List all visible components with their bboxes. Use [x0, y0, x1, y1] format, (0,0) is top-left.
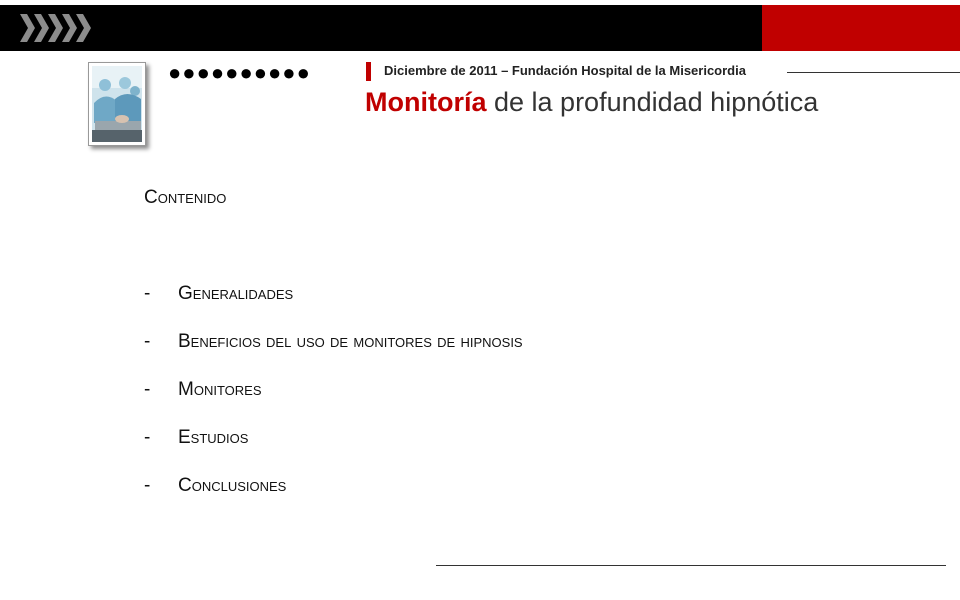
subtitle-marker	[366, 62, 371, 81]
surgery-photo	[88, 62, 146, 146]
list-item	[144, 376, 523, 424]
chevron-right-icon	[6, 10, 96, 46]
list-item-label: Beneficios del uso de monitores de hipnosis	[178, 331, 523, 352]
list-dash: -	[144, 379, 151, 400]
list-item-label: Monitores	[178, 379, 262, 400]
list-item	[144, 328, 523, 376]
subtitle: Diciembre de 2011 – Fundación Hospital de la Misericordia	[384, 63, 746, 78]
list-dash: -	[144, 331, 151, 352]
title-rest: de la profundidad hipnótica	[486, 87, 819, 117]
list-item-label: Generalidades	[178, 283, 294, 304]
top-bar-red-block	[762, 5, 960, 51]
list-dash: -	[144, 283, 151, 304]
list-dash: -	[144, 475, 151, 496]
list-item-label: Conclusiones	[178, 475, 287, 496]
list-item	[144, 280, 523, 328]
decorative-dots: ●●●●●●●●●●	[168, 60, 311, 85]
slide-title	[365, 84, 818, 120]
footer-divider	[436, 565, 946, 566]
list-item	[144, 424, 523, 472]
contents-list	[144, 280, 523, 520]
list-dash: -	[144, 427, 151, 448]
subtitle-divider	[787, 72, 960, 73]
title-accent: Monitoría	[365, 87, 487, 117]
section-heading: Contenido	[144, 187, 227, 208]
list-item-label: Estudios	[178, 427, 249, 448]
list-item	[144, 472, 523, 520]
